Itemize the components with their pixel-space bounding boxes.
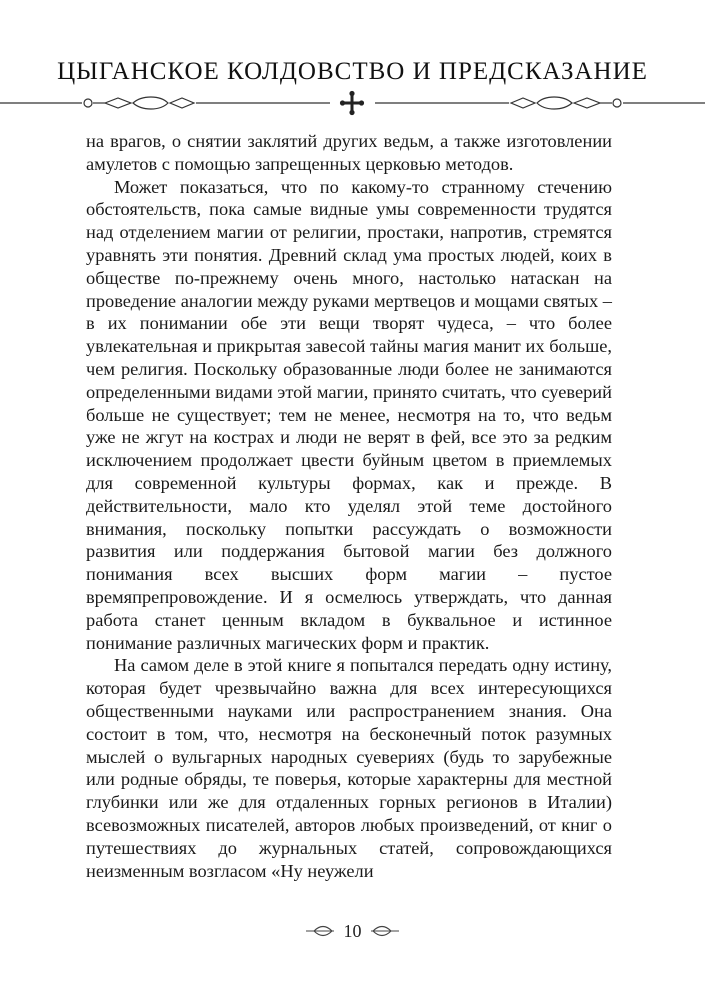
paragraph: Может показаться, что по какому-то странному стечению обстоятельств, пока самые видные умы современности трудятся над отделением магии от религии, простаки, напротив, стремятся уравнять эти понятия. Древний склад ума простых людей, коих в обществе по-прежнему очень много, настолько натаскан на проведение аналогии между руками мертвецов и мощами святых – в их понимании обе эти вещи творят чудеса, – что более увлекательная и прикрытая завесой тайны магия манит их больше, чем религия. Поскольку образованные люди более не занимаются определенными видами этой магии, принято считать, что суеверий больше не существует; тем не менее, несмотря на то, что ведьм уже не жгут на кострах и люди не верят в фей, все это за редким исключением продолжает цвести буйным цветом в приемлемых для современной культуры формах, как и прежде. В действительности, мало кто уделял этой теме достойного внимания, поскольку попытки рассуждать о возможности развития или поддержания бытовой магии без должного понимания всех высших форм магии – пустое времяпрепровождение. И я осмелюсь утверждать, что данная работа станет ценным вкладом в буквальное и истинное понимание различных магических форм и практик. bbox=[86, 176, 612, 653]
page-number: 10 bbox=[343, 921, 362, 941]
running-header-title: ЦЫГАНСКОЕ КОЛДОВСТВО И ПРЕДСКАЗАНИЕ bbox=[57, 58, 648, 85]
header-ornament-divider bbox=[0, 90, 705, 116]
paragraph-continuation: на врагов, о снятии заклятий других ведьм, а также изготовлении амулетов с помощью запрещенных церковью методов. bbox=[86, 131, 612, 174]
body-text bbox=[86, 130, 612, 882]
paragraph: На самом деле в этой книге я попытался передать одну истину, которая будет чрезвычайно важна для всех интересующихся общественными науками или распространением знания. Она состоит в том, что, несмотря на бесконечный поток разумных мыслей о вульгарных народных суевериях (будь то зарубежные или родные обряды, те поверья, которые характерны для местной глубинки или же для отдаленных горных регионов в Италии) всевозможных писателей, авторов любых произведений, от книг о путешествиях до журнальных статей, сопровождающихся неизменным возгласом «Ну неужели bbox=[86, 655, 612, 881]
cross-ornament-icon bbox=[340, 91, 364, 115]
